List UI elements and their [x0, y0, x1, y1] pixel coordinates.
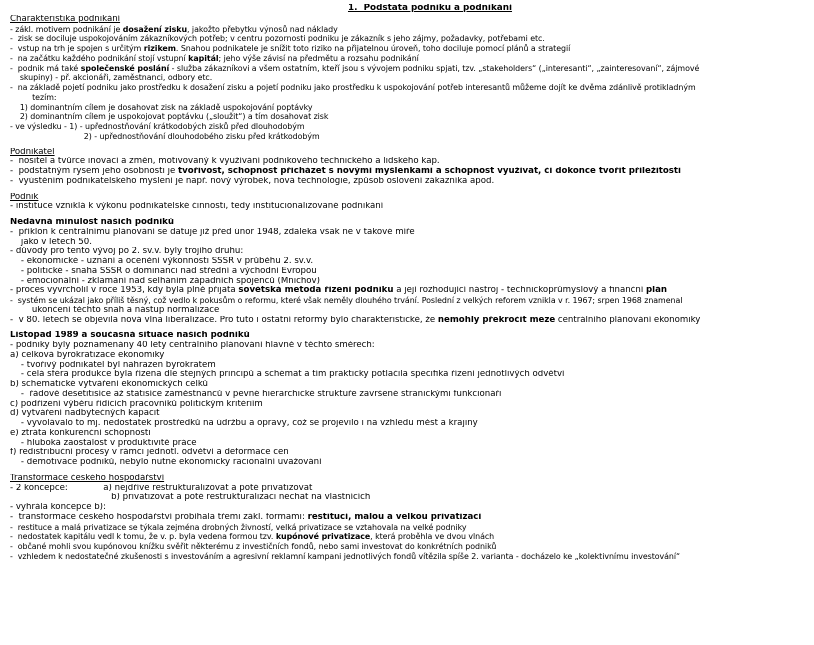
- text-segment: e) ztráta konkurenční schopnosti: [10, 428, 151, 438]
- section-heading: Charakteristika podnikání: [10, 14, 121, 24]
- text-line: [10, 132, 810, 142]
- text-line: [10, 513, 810, 523]
- text-segment: skupiny) - př. akcionáři, zaměstnanci, odbory etc.: [10, 73, 213, 83]
- text-line: [10, 93, 810, 103]
- text-segment: , která proběhla ve dvou vlnách: [370, 532, 495, 542]
- text-segment: - v 80. letech se objevila nová vlna liberalizace. Pro tuto i ostatní reformy bylo charakteristické, že: [10, 315, 438, 325]
- text-line: [10, 361, 810, 371]
- text-segment: - příklon k centrálnímu plánování se datuje již před únor 1948, zdaleka však ne v takové míře: [10, 227, 415, 237]
- text-segment: - vzhledem k nedostatečné zkušenosti s investováním a agresivní reklamní kampani jednotlivých fondů vítězila spíše 2. varianta - docházelo ke „kolektivnímu investování“: [10, 551, 681, 561]
- text-segment: - služba zákazníkovi a všem ostatním, kteří jsou s vývojem podniku spjati, tzv. „stakeholders“ („interesanti“, „zainteresovaní“, zájmové: [169, 63, 700, 73]
- text-segment: - systém se ukázal jako příliš těsný, což vedlo k pokusům o reformu, které však neměly dlouhého trvání. Poslední z velkých reforem vznikla v r. 1967; srpen 1968 znamenal: [10, 296, 683, 305]
- text-segment: - na začátku každého podnikání stojí vstupní: [10, 53, 189, 63]
- text-segment: - emocionální - zklamání nad selháním západních spojenců (Mnichov): [10, 276, 320, 286]
- text-segment: a) celková byrokratizace ekonomiky: [10, 350, 165, 360]
- text-segment: - tvořivý podnikatel byl nahrazen byrokratem: [10, 360, 216, 370]
- text-line: [10, 44, 810, 54]
- text-line: [10, 238, 810, 248]
- text-line: [10, 341, 810, 351]
- bold-text: dosažení zisku: [122, 24, 188, 34]
- text-line: [10, 351, 810, 361]
- text-segment: - 2 koncepce: a) nejdříve restrukturalizovat a poté privatizovat: [10, 483, 313, 493]
- text-segment: - ve výsledku - 1) - upřednostňování krátkodobých zisků před dlouhodobým: [10, 122, 305, 131]
- text-line: [10, 177, 810, 187]
- text-line: [10, 503, 810, 513]
- text-segment: - politické - snaha SSSR o dominanci nad střední a východní Evropou: [10, 266, 317, 276]
- bold-text: sovětská metoda řízení podniku: [238, 286, 394, 296]
- text-line: [10, 370, 810, 380]
- text-segment: - zisk se dociluje uspokojováním zákazníkových potřeb; v centru pozornosti podniku je zákazník s jeho zájmy, požadavky, potřebami etc.: [10, 34, 545, 44]
- document-title: 1. Podstata podniku a podnikání: [347, 4, 513, 13]
- text-segment: - občané mohli svou kupónovou knížku svěřit některému z investičních fondů, nebo sami investovat do konkrétních podniků: [10, 542, 497, 551]
- text-segment: - demotivace podniků, nebylo nutné ekonomicky racionální uvažování: [10, 458, 322, 467]
- text-line: [10, 448, 810, 458]
- text-segment: - podstatným rysem jeho osobnosti je: [10, 167, 178, 176]
- text-line: [10, 286, 810, 296]
- text-segment: b) privatizovat a poté restrukturalizaci nechat na vlastnících: [10, 493, 371, 503]
- text-line: [10, 122, 810, 132]
- text-segment: , jakožto přebytku výnosů nad náklady: [187, 24, 338, 34]
- text-line: [10, 390, 810, 400]
- text-segment: - ekonomické - uznání a ocenění výkonnosti SSSR v průběhu 2. sv.v.: [10, 257, 314, 266]
- text-line: [10, 306, 810, 316]
- text-line: [10, 157, 810, 167]
- text-segment: b) schematické vytváření ekonomických celků: [10, 380, 208, 389]
- text-segment: - nositel a tvůrce inovací a změn, motivovaný k využívání podnikového technického a lidského kap.: [10, 157, 440, 167]
- text-segment: c) podřízení výběru řídících pracovníků politickým kritériím: [10, 399, 263, 409]
- text-line: [10, 167, 810, 177]
- text-segment: a její rozhodující nástroj - technickoprůmyslový a finanční: [393, 286, 646, 296]
- text-line: [10, 277, 810, 287]
- bold-text: plán: [645, 286, 667, 296]
- text-line: [10, 103, 810, 113]
- text-segment: - transformace českého hospodářství probíhala třemi zákl. formami:: [10, 512, 308, 522]
- text-segment: - podnik má také: [10, 63, 81, 73]
- text-line: [10, 380, 810, 390]
- text-line: [10, 316, 810, 326]
- text-line: [10, 542, 810, 552]
- text-segment: - na základě pojetí podniku jako prostředku k dosažení zisku a pojetí podniku jako prostředku k uspokojování potřeb interesantů můžeme dojít ke dvěma zdánlivě protikladným: [10, 83, 696, 92]
- text-segment: f) redistribuční procesy v rámci jednotl. odvětví a deformace cen: [10, 448, 289, 458]
- text-line: [10, 523, 810, 533]
- bold-text: kapitál: [188, 53, 219, 63]
- text-segment: d) vytváření nadbytečných kapacit: [10, 409, 160, 419]
- text-segment: 2) - upřednostňování dlouhodobého zisku před krátkodobým: [10, 131, 320, 141]
- text-segment: - celá sféra produkce byla řízena dle stejných principů a schémat a tím prakticky potlačila specifika řízení jednotlivých odvětví: [10, 370, 565, 380]
- text-segment: 1) dominantním cílem je dosahovat zisk na základě uspokojování poptávky: [10, 102, 313, 112]
- text-line: [10, 429, 810, 439]
- text-segment: tezím:: [10, 92, 57, 102]
- text-segment: . Snahou podnikatele je snížit toto riziko na přijatelnou úroveň, toho dociluje pomocí plánů a strategií: [175, 44, 571, 53]
- text-line: [10, 228, 810, 238]
- text-segment: - instituce vzniklá k výkonu podnikatelské činnosti, tedy institucionalizované podnikání: [10, 202, 384, 212]
- text-line: [10, 409, 810, 419]
- text-line: [10, 257, 810, 267]
- section-heading: Transformace českého hospodářství: [10, 473, 165, 483]
- text-segment: - nedostatek kapitálu vedl k tomu, že v. p. byla vedena formou tzv.: [10, 532, 276, 542]
- text-line: [10, 458, 810, 468]
- text-segment: centrálního plánování ekonomiky: [555, 315, 701, 325]
- text-segment: - proces vyvrcholil v roce 1953, kdy byla plně přijata: [10, 286, 239, 296]
- text-segment: - vyústěním podnikatelského myšlení je např. nový výrobek, nová technologie, způsob oslovení zákazníka apod.: [10, 176, 495, 186]
- bold-text: restitucí, malou a velkou privatizací: [307, 512, 482, 522]
- section-heading: Listopad 1989 a současná situace našich podniků: [10, 331, 250, 341]
- bold-text: kupónové privatizace: [275, 532, 371, 542]
- bold-text: nemohly překročit meze: [437, 315, 556, 325]
- section-heading: Podnikatel: [10, 147, 55, 157]
- text-line: [10, 552, 810, 562]
- text-line: [10, 484, 810, 494]
- document-body: [10, 15, 810, 562]
- section-heading: Podnik: [10, 192, 39, 202]
- text-line: [10, 34, 810, 44]
- text-line: [10, 439, 810, 449]
- text-segment: - vyhrála koncepce b):: [10, 503, 106, 512]
- text-line: [10, 493, 810, 503]
- bold-text: rizikem: [143, 44, 176, 53]
- text-line: [10, 267, 810, 277]
- text-segment: - zákl. motivem podnikání je: [10, 24, 123, 34]
- text-line: [10, 64, 810, 74]
- text-segment: ukončení těchto snah a nástup normalizace: [10, 305, 220, 315]
- text-line: [10, 25, 810, 35]
- text-line: [10, 83, 810, 93]
- text-segment: - vyvolávalo to mj. nedostatek prostředků na údržbu a opravy, což se projevilo i na vzhledu měst a krajiny: [10, 419, 478, 428]
- text-line: [10, 202, 810, 212]
- text-line: [10, 532, 810, 542]
- document-page: [10, 4, 810, 562]
- text-line: [10, 73, 810, 83]
- text-segment: ; jeho výše závisí na předmětu a rozsahu podnikání: [218, 53, 419, 63]
- text-segment: - důvody pro tento vývoj po 2. sv.v. byly trojího druhu:: [10, 247, 244, 257]
- text-line: [10, 247, 810, 257]
- text-segment: - řádově desetitisíce až statisíce zaměstnanců v pevné hierarchické struktuře završené stranickými funkcionáři: [10, 389, 502, 399]
- text-line: [10, 296, 810, 306]
- section-heading: Nedávná minulost našich podniků: [10, 218, 174, 227]
- bold-text: tvořivost, schopnost přicházet s novými myšlenkami a schopnost využívat, či dokonce tvořit příležitosti: [177, 167, 681, 176]
- text-segment: jako v letech 50.: [10, 237, 92, 247]
- text-segment: - vstup na trh je spojen s určitým: [10, 44, 144, 53]
- text-line: [10, 419, 810, 429]
- text-segment: 2) dominantním cílem je uspokojovat poptávku („sloužit“) a tím dosahovat zisk: [10, 112, 329, 122]
- text-line: [10, 400, 810, 410]
- text-line: [10, 112, 810, 122]
- text-segment: - podniky byly poznamenány 40 lety centrálního plánování hlavně v těchto směrech:: [10, 341, 375, 350]
- text-segment: - restituce a malá privatizace se týkala zejména drobných živností, velká privatizace se vztahovala na velké podniky: [10, 522, 467, 532]
- text-segment: - hluboká zaostalost v produktivitě práce: [10, 438, 197, 448]
- bold-text: společenské poslání: [80, 63, 170, 73]
- text-line: [10, 54, 810, 64]
